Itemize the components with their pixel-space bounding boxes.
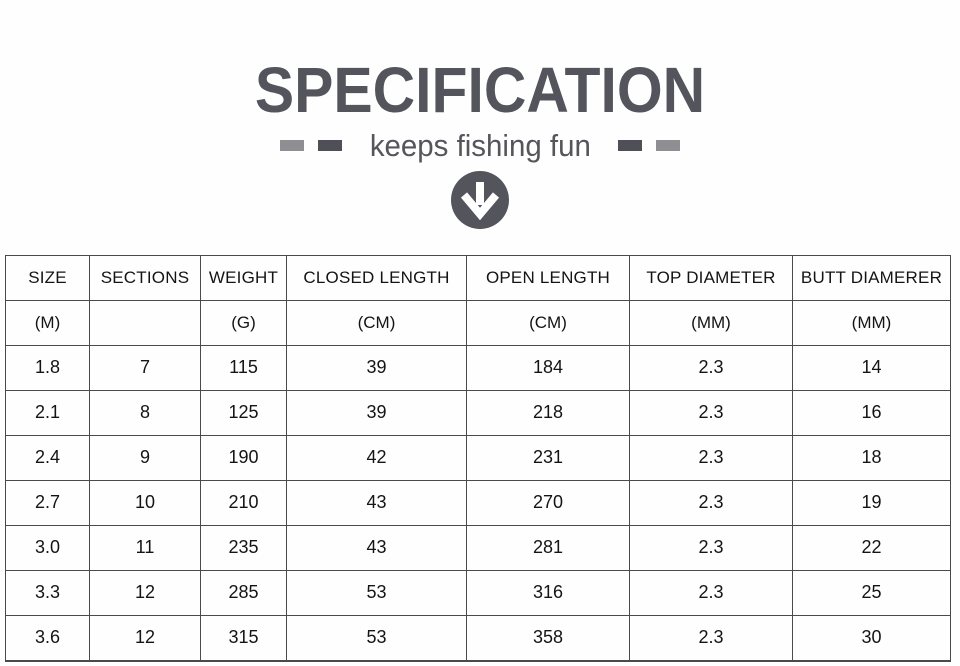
table-cell: 235 — [201, 525, 287, 570]
table-cell: 285 — [201, 570, 287, 615]
table-cell: 10 — [90, 480, 201, 525]
table-cell: 53 — [287, 570, 467, 615]
table-cell: 2.3 — [630, 390, 793, 435]
table-cell: 3.3 — [6, 570, 90, 615]
table-cell: 39 — [287, 390, 467, 435]
spec-table-head — [6, 255, 951, 345]
header-row — [6, 255, 951, 300]
unit-cell: (G) — [201, 300, 287, 345]
table-cell: 12 — [90, 615, 201, 661]
table-cell: 8 — [90, 390, 201, 435]
unit-cell: (MM) — [793, 300, 951, 345]
unit-cell: (CM) — [467, 300, 630, 345]
table-cell: 125 — [201, 390, 287, 435]
table-cell: 43 — [287, 480, 467, 525]
table-cell: 2.3 — [630, 480, 793, 525]
table-cell: 43 — [287, 525, 467, 570]
table-cell: 2.1 — [6, 390, 90, 435]
unit-row — [6, 300, 951, 345]
table-cell: 2.7 — [6, 480, 90, 525]
table-cell: 190 — [201, 435, 287, 480]
dash-icon — [318, 140, 342, 151]
down-arrow-circle-icon — [451, 171, 509, 229]
table-cell: 16 — [793, 390, 951, 435]
table-cell: 12 — [90, 570, 201, 615]
table-cell: 19 — [793, 480, 951, 525]
table-cell: 39 — [287, 345, 467, 390]
column-header: SECTIONS — [90, 255, 201, 300]
column-header: CLOSED LENGTH — [287, 255, 467, 300]
table-cell: 281 — [467, 525, 630, 570]
table-cell: 115 — [201, 345, 287, 390]
table-cell: 2.4 — [6, 435, 90, 480]
table-cell: 218 — [467, 390, 630, 435]
subtitle-row — [0, 128, 960, 164]
table-row — [6, 435, 951, 480]
table-cell: 315 — [201, 615, 287, 661]
dash-icon — [280, 140, 304, 151]
page-title: SPECIFICATION — [254, 54, 706, 126]
table-row — [6, 480, 951, 525]
column-header: TOP DIAMETER — [630, 255, 793, 300]
table-cell: 2.3 — [630, 435, 793, 480]
table-cell: 270 — [467, 480, 630, 525]
table-cell: 2.3 — [630, 525, 793, 570]
arrow-wrap — [0, 171, 960, 229]
table-row — [6, 525, 951, 570]
table-cell: 184 — [467, 345, 630, 390]
table-cell: 25 — [793, 570, 951, 615]
table-cell: 22 — [793, 525, 951, 570]
column-header: OPEN LENGTH — [467, 255, 630, 300]
unit-cell: (CM) — [287, 300, 467, 345]
column-header: SIZE — [6, 255, 90, 300]
spec-table — [5, 255, 951, 662]
table-cell: 210 — [201, 480, 287, 525]
table-cell: 1.8 — [6, 345, 90, 390]
table-cell: 316 — [467, 570, 630, 615]
table-cell: 30 — [793, 615, 951, 661]
table-cell: 231 — [467, 435, 630, 480]
table-cell: 14 — [793, 345, 951, 390]
table-cell: 2.3 — [630, 345, 793, 390]
unit-cell: (MM) — [630, 300, 793, 345]
column-header: WEIGHT — [201, 255, 287, 300]
table-row — [6, 615, 951, 661]
table-cell: 3.6 — [6, 615, 90, 661]
table-cell: 53 — [287, 615, 467, 661]
table-cell: 2.3 — [630, 570, 793, 615]
table-row — [6, 390, 951, 435]
spec-header — [0, 0, 960, 229]
dash-icon — [618, 140, 642, 151]
unit-cell: (M) — [6, 300, 90, 345]
table-cell: 9 — [90, 435, 201, 480]
unit-cell — [90, 300, 201, 345]
table-cell: 7 — [90, 345, 201, 390]
table-cell: 3.0 — [6, 525, 90, 570]
table-cell: 18 — [793, 435, 951, 480]
table-row — [6, 570, 951, 615]
spec-table-body — [6, 345, 951, 661]
dash-icon — [656, 140, 680, 151]
subtitle: keeps fishing fun — [369, 128, 591, 163]
table-cell: 2.3 — [630, 615, 793, 661]
table-row — [6, 345, 951, 390]
table-cell: 11 — [90, 525, 201, 570]
table-cell: 42 — [287, 435, 467, 480]
table-cell: 358 — [467, 615, 630, 661]
column-header: BUTT DIAMERER — [793, 255, 951, 300]
